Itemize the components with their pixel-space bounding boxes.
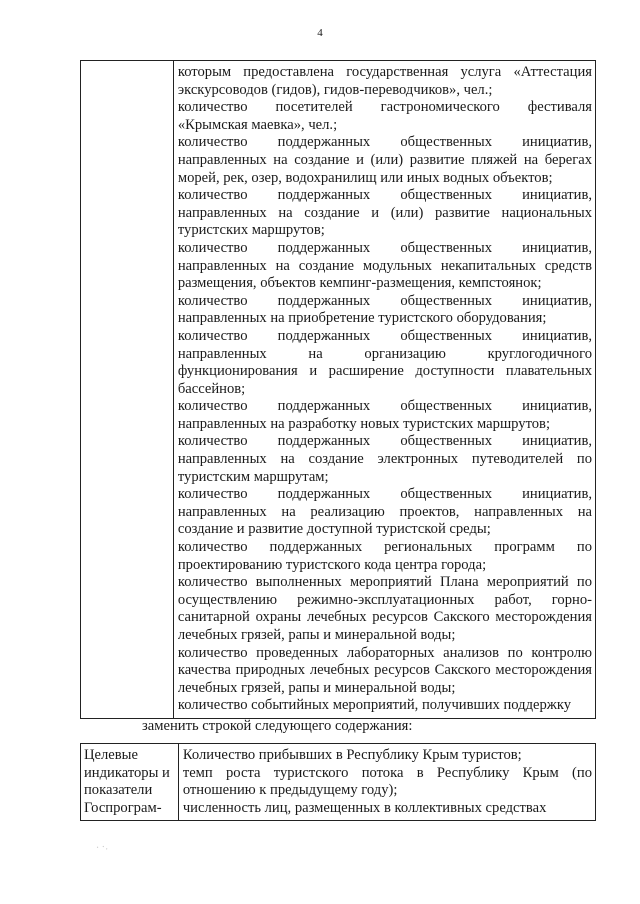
indicator-paragraph: количество поддержанных региональных программ по проектированию туристского кода центра города; [177, 539, 592, 573]
target-indicators-label: Целевые индикаторы и показатели Госпрограм- [84, 747, 170, 816]
indicator-paragraph: Количество прибывших в Республику Крым туристов; [182, 747, 522, 763]
scan-smudge: · ·. [95, 841, 109, 854]
indicator-paragraph: количество поддержанных общественных инициатив, направленных на создание электронных путеводителей по туристским маршрутам; [177, 433, 592, 485]
indicator-paragraph: темп роста туристского потока в Республику Крым (по отношению к предыдущему году); [182, 764, 592, 799]
target-indicators-label-cell [81, 744, 179, 821]
indicator-paragraph: количество поддержанных общественных инициатив, направленных на создание и (или) развитие национальных туристских маршрутов; [177, 187, 592, 239]
indicator-paragraph: которым предоставлена государственная услуга «Аттестация экскурсоводов (гидов), гидов-переводчиков», чел.; [177, 64, 592, 98]
indicators-table-new [80, 743, 596, 821]
indicator-paragraph: количество событийных мероприятий, получивших поддержку [177, 697, 572, 714]
indicator-paragraph: количество посетителей гастрономического фестиваля «Крымская маевка», чел.; [177, 99, 592, 133]
page-number: 4 [317, 27, 323, 39]
indicator-paragraph: количество поддержанных общественных инициатив, направленных на организацию круглогодичного функционирования и расширение доступности плавательных бассейнов; [177, 327, 592, 397]
indicator-paragraph: количество поддержанных общественных инициатив, направленных на создание модульных некапитальных средств размещения, объектов кемпинг-размещения, кемпстоянок; [177, 239, 592, 292]
indicators-table-continued [80, 60, 596, 719]
table-left-cell [81, 61, 174, 719]
indicator-paragraph: количество проведенных лабораторных анализов по контролю качества природных лечебных ресурсов Сакского месторождения лечебных грязей, рапы и минеральной воды; [177, 644, 592, 696]
indicator-paragraph: количество выполненных мероприятий Плана мероприятий по осуществлению режимно-эксплуатационных работ, горно-санитарной охраны лечебных ресурсов Сакского месторождения лечебных грязей, рапы и минеральной воды; [177, 574, 592, 643]
replacement-instruction: заменить строкой следующего содержания: [142, 718, 413, 734]
indicator-paragraph: численность лиц, размещенных в коллективных средствах [182, 799, 547, 816]
indicator-paragraph: количество поддержанных общественных инициатив, направленных на реализацию проектов, направленных на создание и развитие доступной туристской среды; [177, 486, 592, 538]
new-indicators-list-cell [178, 744, 595, 821]
indicator-paragraph: количество поддержанных общественных инициатив, направленных на создание и (или) развитие пляжей на берегах морей, рек, озер, водохранилищ или иных водных объектов; [177, 134, 592, 186]
indicator-paragraph: количество поддержанных общественных инициатив, направленных на приобретение туристского оборудования; [177, 292, 592, 327]
indicator-paragraph: количество поддержанных общественных инициатив, направленных на разработку новых туристских маршрутов; [177, 398, 592, 432]
indicators-list-cell [173, 61, 595, 719]
